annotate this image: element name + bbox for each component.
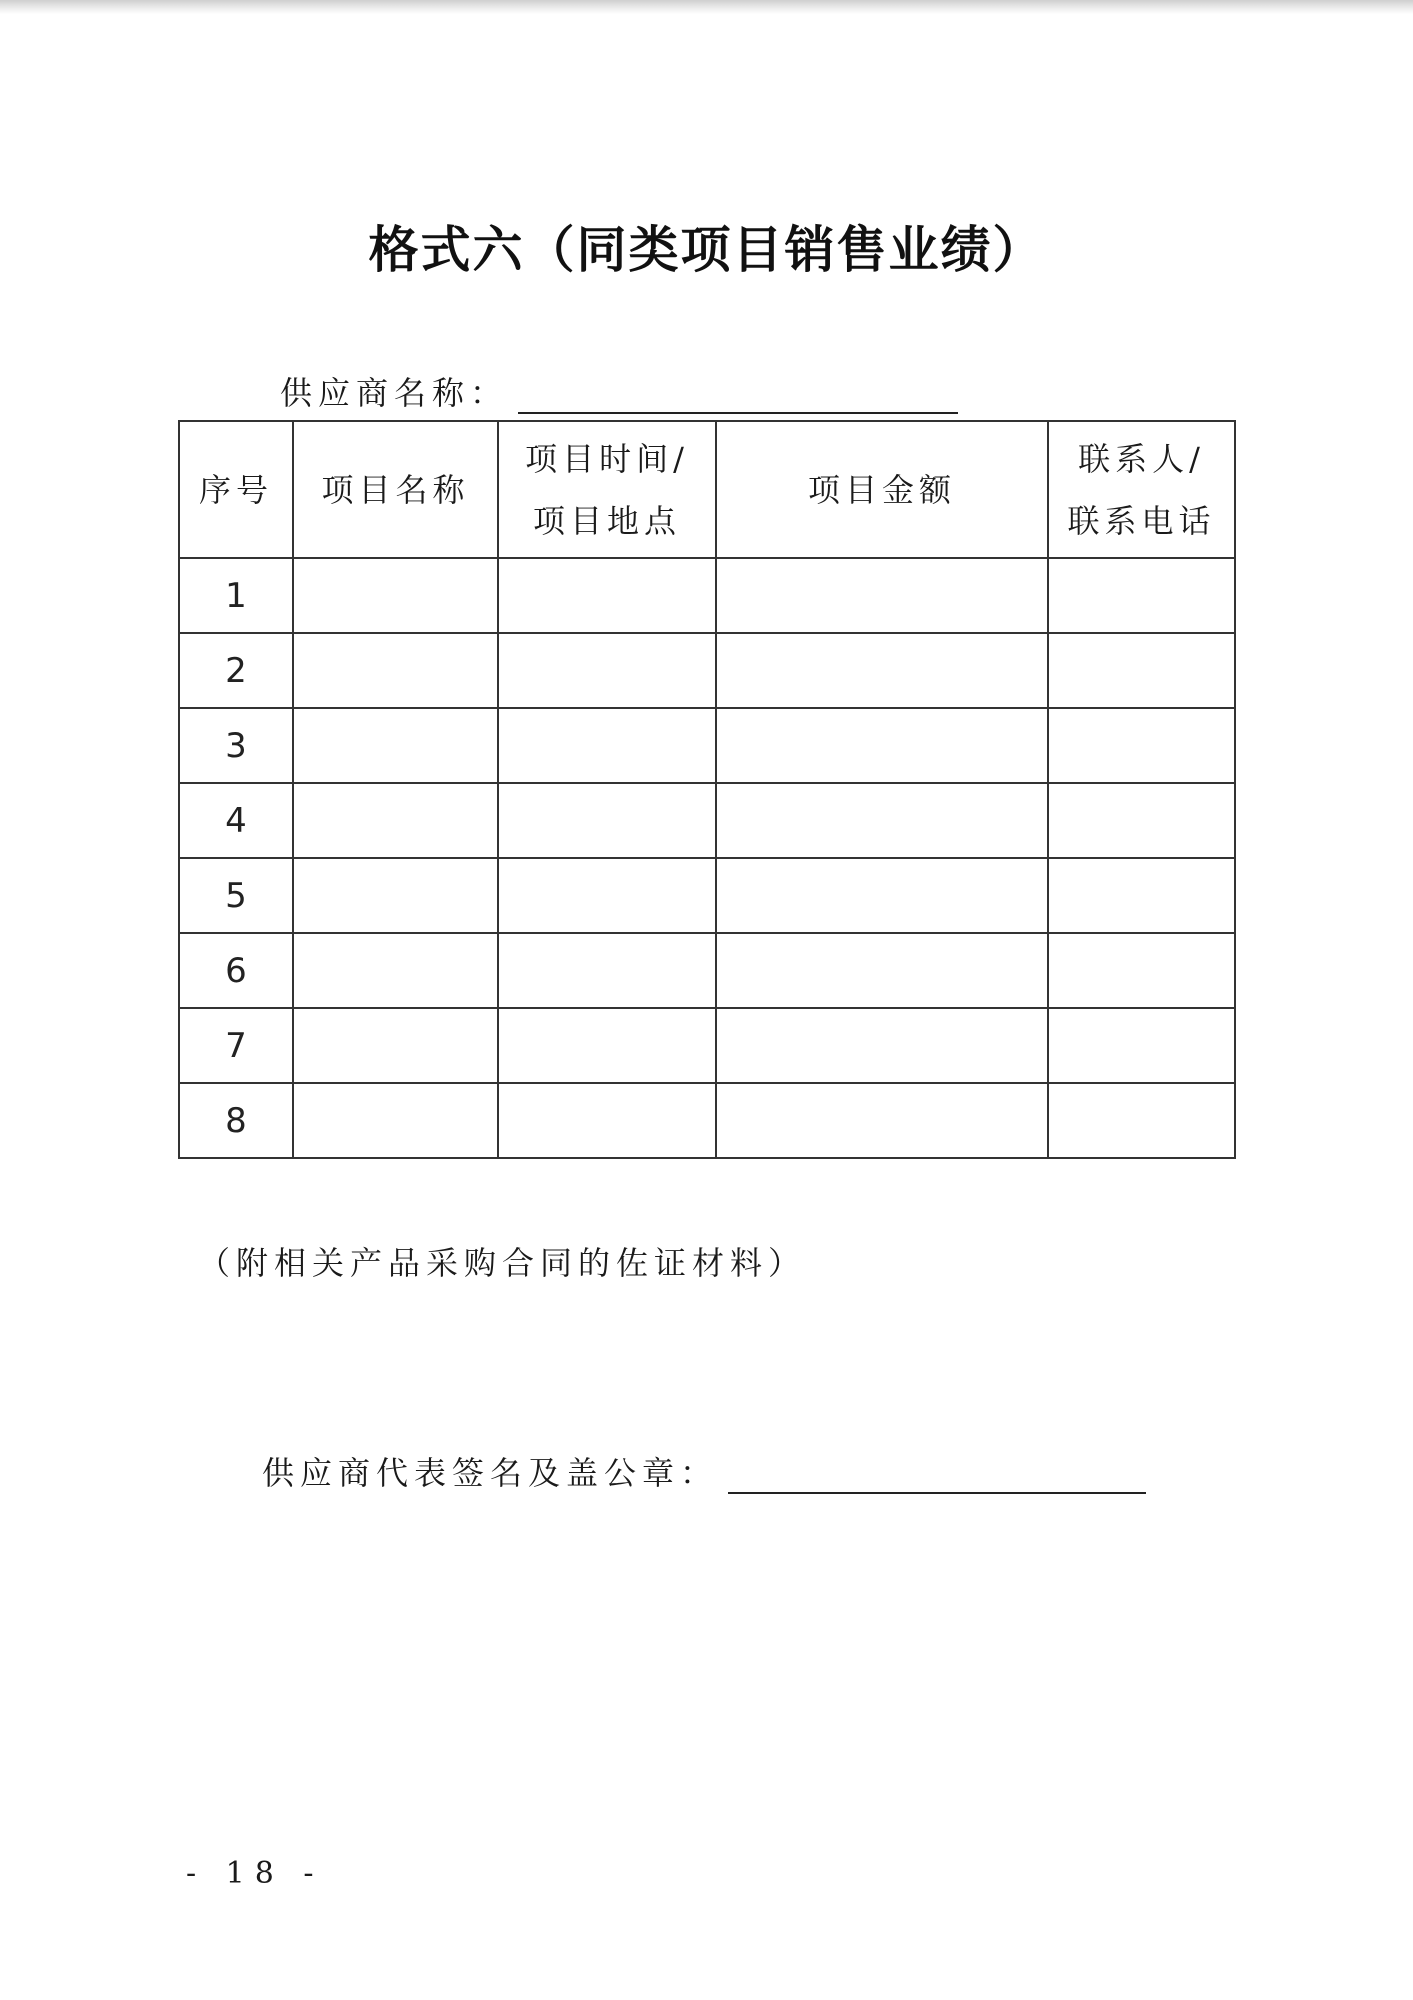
project-time-location-cell[interactable] xyxy=(498,933,716,1008)
row-number-cell: 5 xyxy=(179,858,293,933)
row-number-cell: 1 xyxy=(179,558,293,633)
contact-cell[interactable] xyxy=(1048,858,1235,933)
project-time-location-cell[interactable] xyxy=(498,1083,716,1158)
row-number-cell: 6 xyxy=(179,933,293,1008)
row-number-cell: 4 xyxy=(179,783,293,858)
page-title: 格式六（同类项目销售业绩） xyxy=(368,221,1045,279)
project-amount-cell[interactable] xyxy=(716,933,1048,1008)
project-amount-cell[interactable] xyxy=(716,858,1048,933)
table-row xyxy=(179,633,1235,708)
project-time-location-cell[interactable] xyxy=(498,783,716,858)
project-name-cell[interactable] xyxy=(293,933,498,1008)
project-time-location-cell[interactable] xyxy=(498,633,716,708)
project-name-cell[interactable] xyxy=(293,783,498,858)
scan-edge-shadow xyxy=(0,0,1413,14)
header-project-name: 项目名称 xyxy=(293,421,498,558)
contact-cell[interactable] xyxy=(1048,633,1235,708)
project-amount-cell[interactable] xyxy=(716,633,1048,708)
row-number-cell: 2 xyxy=(179,633,293,708)
project-name-cell[interactable] xyxy=(293,633,498,708)
page-number: - 18 - xyxy=(186,1856,324,1891)
signature-field[interactable] xyxy=(728,1458,1146,1494)
project-time-location-cell[interactable] xyxy=(498,1008,716,1083)
project-amount-cell[interactable] xyxy=(716,1008,1048,1083)
contact-cell[interactable] xyxy=(1048,708,1235,783)
table-row xyxy=(179,858,1235,933)
project-amount-cell[interactable] xyxy=(716,1083,1048,1158)
table-row xyxy=(179,1008,1235,1083)
header-project-amount: 项目金额 xyxy=(716,421,1048,558)
supplier-name-line xyxy=(280,368,958,414)
signature-line xyxy=(262,1448,1146,1494)
attachment-note: （附相关产品采购合同的佐证材料） xyxy=(198,1244,807,1282)
table-row xyxy=(179,933,1235,1008)
contact-cell[interactable] xyxy=(1048,1083,1235,1158)
signature-label: 供应商代表签名及盖公章： xyxy=(262,1454,719,1492)
contact-cell[interactable] xyxy=(1048,783,1235,858)
project-name-cell[interactable] xyxy=(293,1008,498,1083)
header-project-time-location: 项目时间/ 项目地点 xyxy=(498,421,716,558)
header-serial-number: 序号 xyxy=(179,421,293,558)
contact-cell[interactable] xyxy=(1048,558,1235,633)
project-name-cell[interactable] xyxy=(293,1083,498,1158)
project-name-cell[interactable] xyxy=(293,558,498,633)
table-row xyxy=(179,783,1235,858)
table-row xyxy=(179,708,1235,783)
table-header-row xyxy=(179,421,1235,558)
contact-cell[interactable] xyxy=(1048,1008,1235,1083)
project-amount-cell[interactable] xyxy=(716,708,1048,783)
project-time-location-cell[interactable] xyxy=(498,858,716,933)
row-number-cell: 3 xyxy=(179,708,293,783)
project-amount-cell[interactable] xyxy=(716,558,1048,633)
project-name-cell[interactable] xyxy=(293,858,498,933)
project-name-cell[interactable] xyxy=(293,708,498,783)
table-row xyxy=(179,558,1235,633)
project-amount-cell[interactable] xyxy=(716,783,1048,858)
row-number-cell: 8 xyxy=(179,1083,293,1158)
table-row xyxy=(179,1083,1235,1158)
contact-cell[interactable] xyxy=(1048,933,1235,1008)
project-time-location-cell[interactable] xyxy=(498,558,716,633)
row-number-cell: 7 xyxy=(179,1008,293,1083)
supplier-name-field[interactable] xyxy=(518,378,958,414)
supplier-name-label: 供应商名称： xyxy=(280,374,509,412)
sales-performance-table xyxy=(178,420,1236,1159)
project-time-location-cell[interactable] xyxy=(498,708,716,783)
header-contact: 联系人/ 联系电话 xyxy=(1048,421,1235,558)
